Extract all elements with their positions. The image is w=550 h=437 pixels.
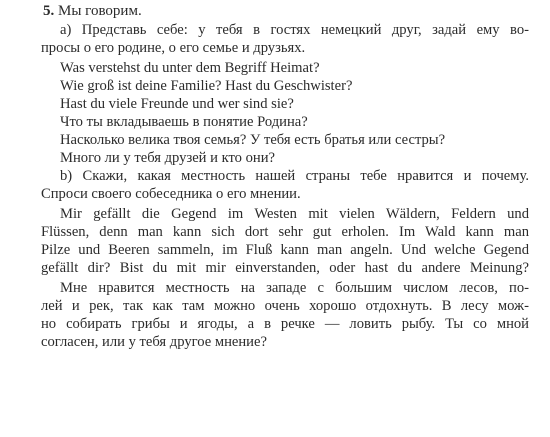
exercise-number: 5. — [43, 3, 55, 19]
question-line: Что ты вкладываешь в понятие Родина? — [60, 114, 308, 130]
part-b-instruction-line-1: b) Скажи, какая местность нашей страны тебе нравится и почему. — [60, 168, 529, 184]
german-paragraph-line-2: Flüssen, denn man kann sich dort sehr gut erholen. Im Wald kann man — [41, 224, 529, 240]
german-paragraph-line-4: gefällt dir? Bist du mit mir einverstanden, oder hast du andere Meinung? — [41, 260, 529, 276]
part-a-instruction-line-2: просы о его родине, о его семье и друзьях. — [41, 40, 306, 56]
russian-paragraph-line-3: но собирать грибы и ягоды, а в речке — ловить рыбу. Ты со мной — [41, 316, 529, 332]
russian-paragraph-line-4: согласен, или у тебя другое мнение? — [41, 334, 267, 350]
russian-paragraph-line-2: лей и рек, так как там можно очень хорошо отдохнуть. В лесу мож- — [41, 298, 529, 314]
question-line: Wie groß ist deine Familie? Hast du Geschwister? — [60, 78, 353, 94]
question-line: Hast du viele Freunde und wer sind sie? — [60, 96, 294, 112]
question-line: Насколько велика твоя семья? У тебя есть братья или сестры? — [60, 132, 446, 148]
part-b-instruction-line-2: Спроси своего собеседника о его мнении. — [41, 186, 301, 202]
german-paragraph-line-3: Pilze und Beeren sammeln, im Fluß kann man angeln. Und welche Gegend — [41, 242, 529, 258]
exercise-heading — [43, 2, 142, 20]
exercise-title: Мы говорим. — [58, 3, 142, 19]
question-line: Was verstehst du unter dem Begriff Heimat? — [60, 60, 320, 76]
part-a-instruction-line-1: а) Представь себе: у тебя в гостях немецкий друг, задай ему во- — [60, 22, 529, 38]
german-paragraph-line-1: Mir gefällt die Gegend im Westen mit vielen Wäldern, Feldern und — [60, 206, 529, 222]
russian-paragraph-line-1: Мне нравится местность на западе с большим числом лесов, по- — [60, 280, 529, 296]
question-line: Много ли у тебя друзей и кто они? — [60, 150, 276, 166]
